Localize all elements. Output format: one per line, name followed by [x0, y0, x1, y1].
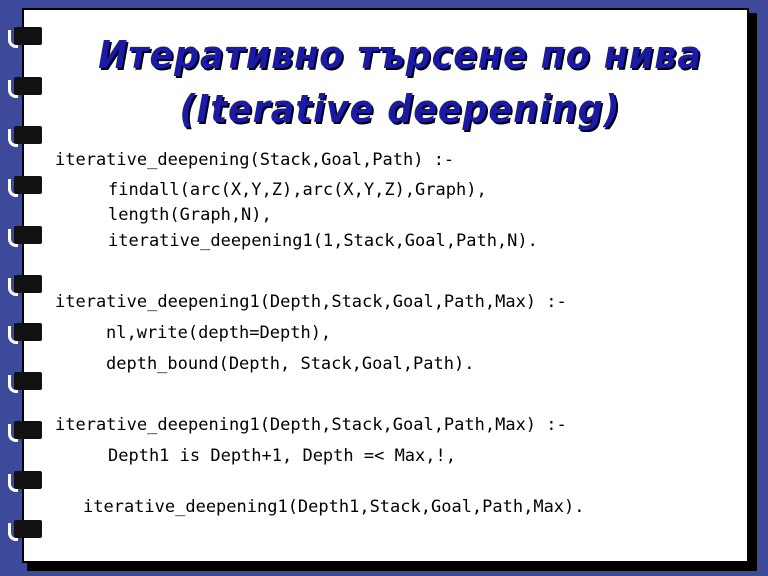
- slide-title-line1: Итеративно търсене по нива: [98, 33, 702, 77]
- clause-1-head: iterative_deepening(Stack,Goal,Path) :-: [55, 150, 455, 170]
- clause-1-body-line: length(Graph,N),: [108, 205, 272, 225]
- slide-title-line2: (Iterative deepening): [179, 87, 621, 131]
- clause-2-body-line: nl,write(depth=Depth),: [106, 323, 332, 343]
- clause-3-body-line: Depth1 is Depth+1, Depth =< Max,!,: [108, 446, 456, 466]
- clause-2-head: iterative_deepening1(Depth,Stack,Goal,Path,Max) :-: [55, 292, 567, 312]
- slide-title: [87, 28, 713, 136]
- clause-3-head: iterative_deepening1(Depth,Stack,Goal,Path,Max) :-: [55, 415, 567, 435]
- clause-1-body-line: iterative_deepening1(1,Stack,Goal,Path,N).: [108, 231, 538, 251]
- clause-3-body-line: iterative_deepening1(Depth1,Stack,Goal,Path,Max).: [83, 497, 585, 517]
- clause-1-body-line: findall(arc(X,Y,Z),arc(X,Y,Z),Graph),: [108, 180, 487, 200]
- clause-2-body-line: depth_bound(Depth, Stack,Goal,Path).: [106, 354, 475, 374]
